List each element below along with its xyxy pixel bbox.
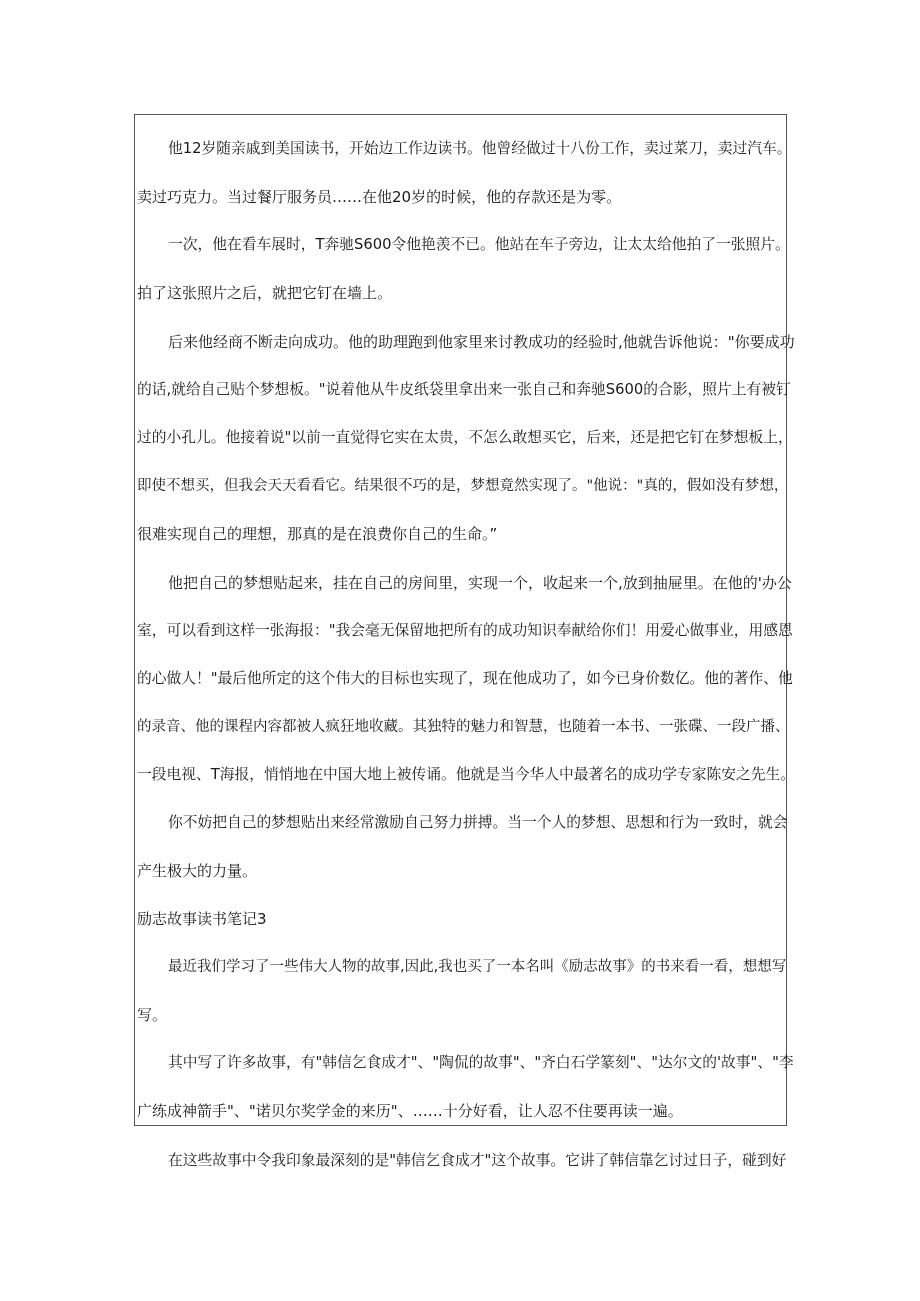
text-line: 过的小孔儿。他接着说"以前一直觉得它实在太贵，不怎么敢想买它，后来，还是把它钉在梦想板上，: [137, 429, 793, 446]
text-line: 拍了这张照片之后，就把它钉在墙上。: [137, 284, 393, 302]
text-line: 很难实现自己的理想，那真的是在浪费你自己的生命。”: [137, 525, 498, 543]
text-line: 他把自己的梦想贴起来，挂在自己的房间里，实现一个，收起来一个,放到抽屉里。在他的'办公: [168, 574, 792, 592]
text-line: 一段电视、T海报，悄悄地在中国大地上被传诵。他就是当今华人中最著名的成功学专家陈安之先生。: [137, 766, 796, 783]
text-line: 室，可以看到这样一张海报："我会毫无保留地把所有的成功知识奉献给你们！用爱心做事业，用感恩: [137, 622, 793, 639]
text-line: 一次，他在看车展时，T奔驰S600令他艳羡不已。他站在车子旁边，让太太给他拍了一张照片。: [168, 236, 790, 253]
text-line: 你不妨把自己的梦想贴出来经常激励自己努力拼搏。当一个人的梦想、思想和行为一致时，就会: [168, 814, 788, 831]
text-line: 的录音、他的课程内容都被人疯狂地收藏。其独特的魅力和智慧，也随着一本书、一张碟、一段广播、: [137, 719, 790, 735]
section-title: 励志故事读书笔记3: [137, 910, 267, 928]
text-line: 产生极大的力量。: [137, 862, 258, 880]
text-line: 广练成神箭手"、"诺贝尔奖学金的来历"、……十分好看，让人忍不住要再读一遍。: [137, 1102, 683, 1120]
text-line: 的心做人！"最后他所定的这个伟大的目标也实现了，现在他成功了，如今已身价数亿。他的著作、他: [137, 670, 793, 687]
text-line: 的话,就给自己贴个梦想板。"说着他从牛皮纸袋里拿出来一张自己和奔驰S600的合影，照片上有被钉: [137, 381, 791, 398]
text-line: 后来他经商不断走向成功。他的助理跑到他家里来讨教成功的经验时,他就告诉他说："你要成功: [168, 333, 795, 351]
text-line: 在这些故事中令我印象最深刻的是"韩信乞食成才"这个故事。它讲了韩信靠乞讨过日子，碰到好: [168, 1152, 787, 1169]
text-line: 他12岁随亲戚到美国读书，开始边工作边读书。他曾经做过十八份工作，卖过菜刀，卖过汽车。: [168, 140, 792, 157]
text-line: 卖过巧克力。当过餐厅服务员……在他20岁的时候，他的存款还是为零。: [137, 188, 622, 206]
text-line: 即使不想买，但我会天天看看它。结果很不巧的是，梦想竟然实现了。"他说："真的，假如没有梦想，: [137, 478, 789, 494]
text-line: 写。: [137, 1006, 168, 1024]
text-line: 其中写了许多故事，有"韩信乞食成才"、"陶侃的故事"、"齐白石学篆刻"、"达尔文的'故事"、"李: [168, 1054, 794, 1071]
text-line: 最近我们学习了一些伟大人物的故事,因此,我也买了一本名叫《励志故事》的书来看一看，想想写: [168, 959, 787, 975]
